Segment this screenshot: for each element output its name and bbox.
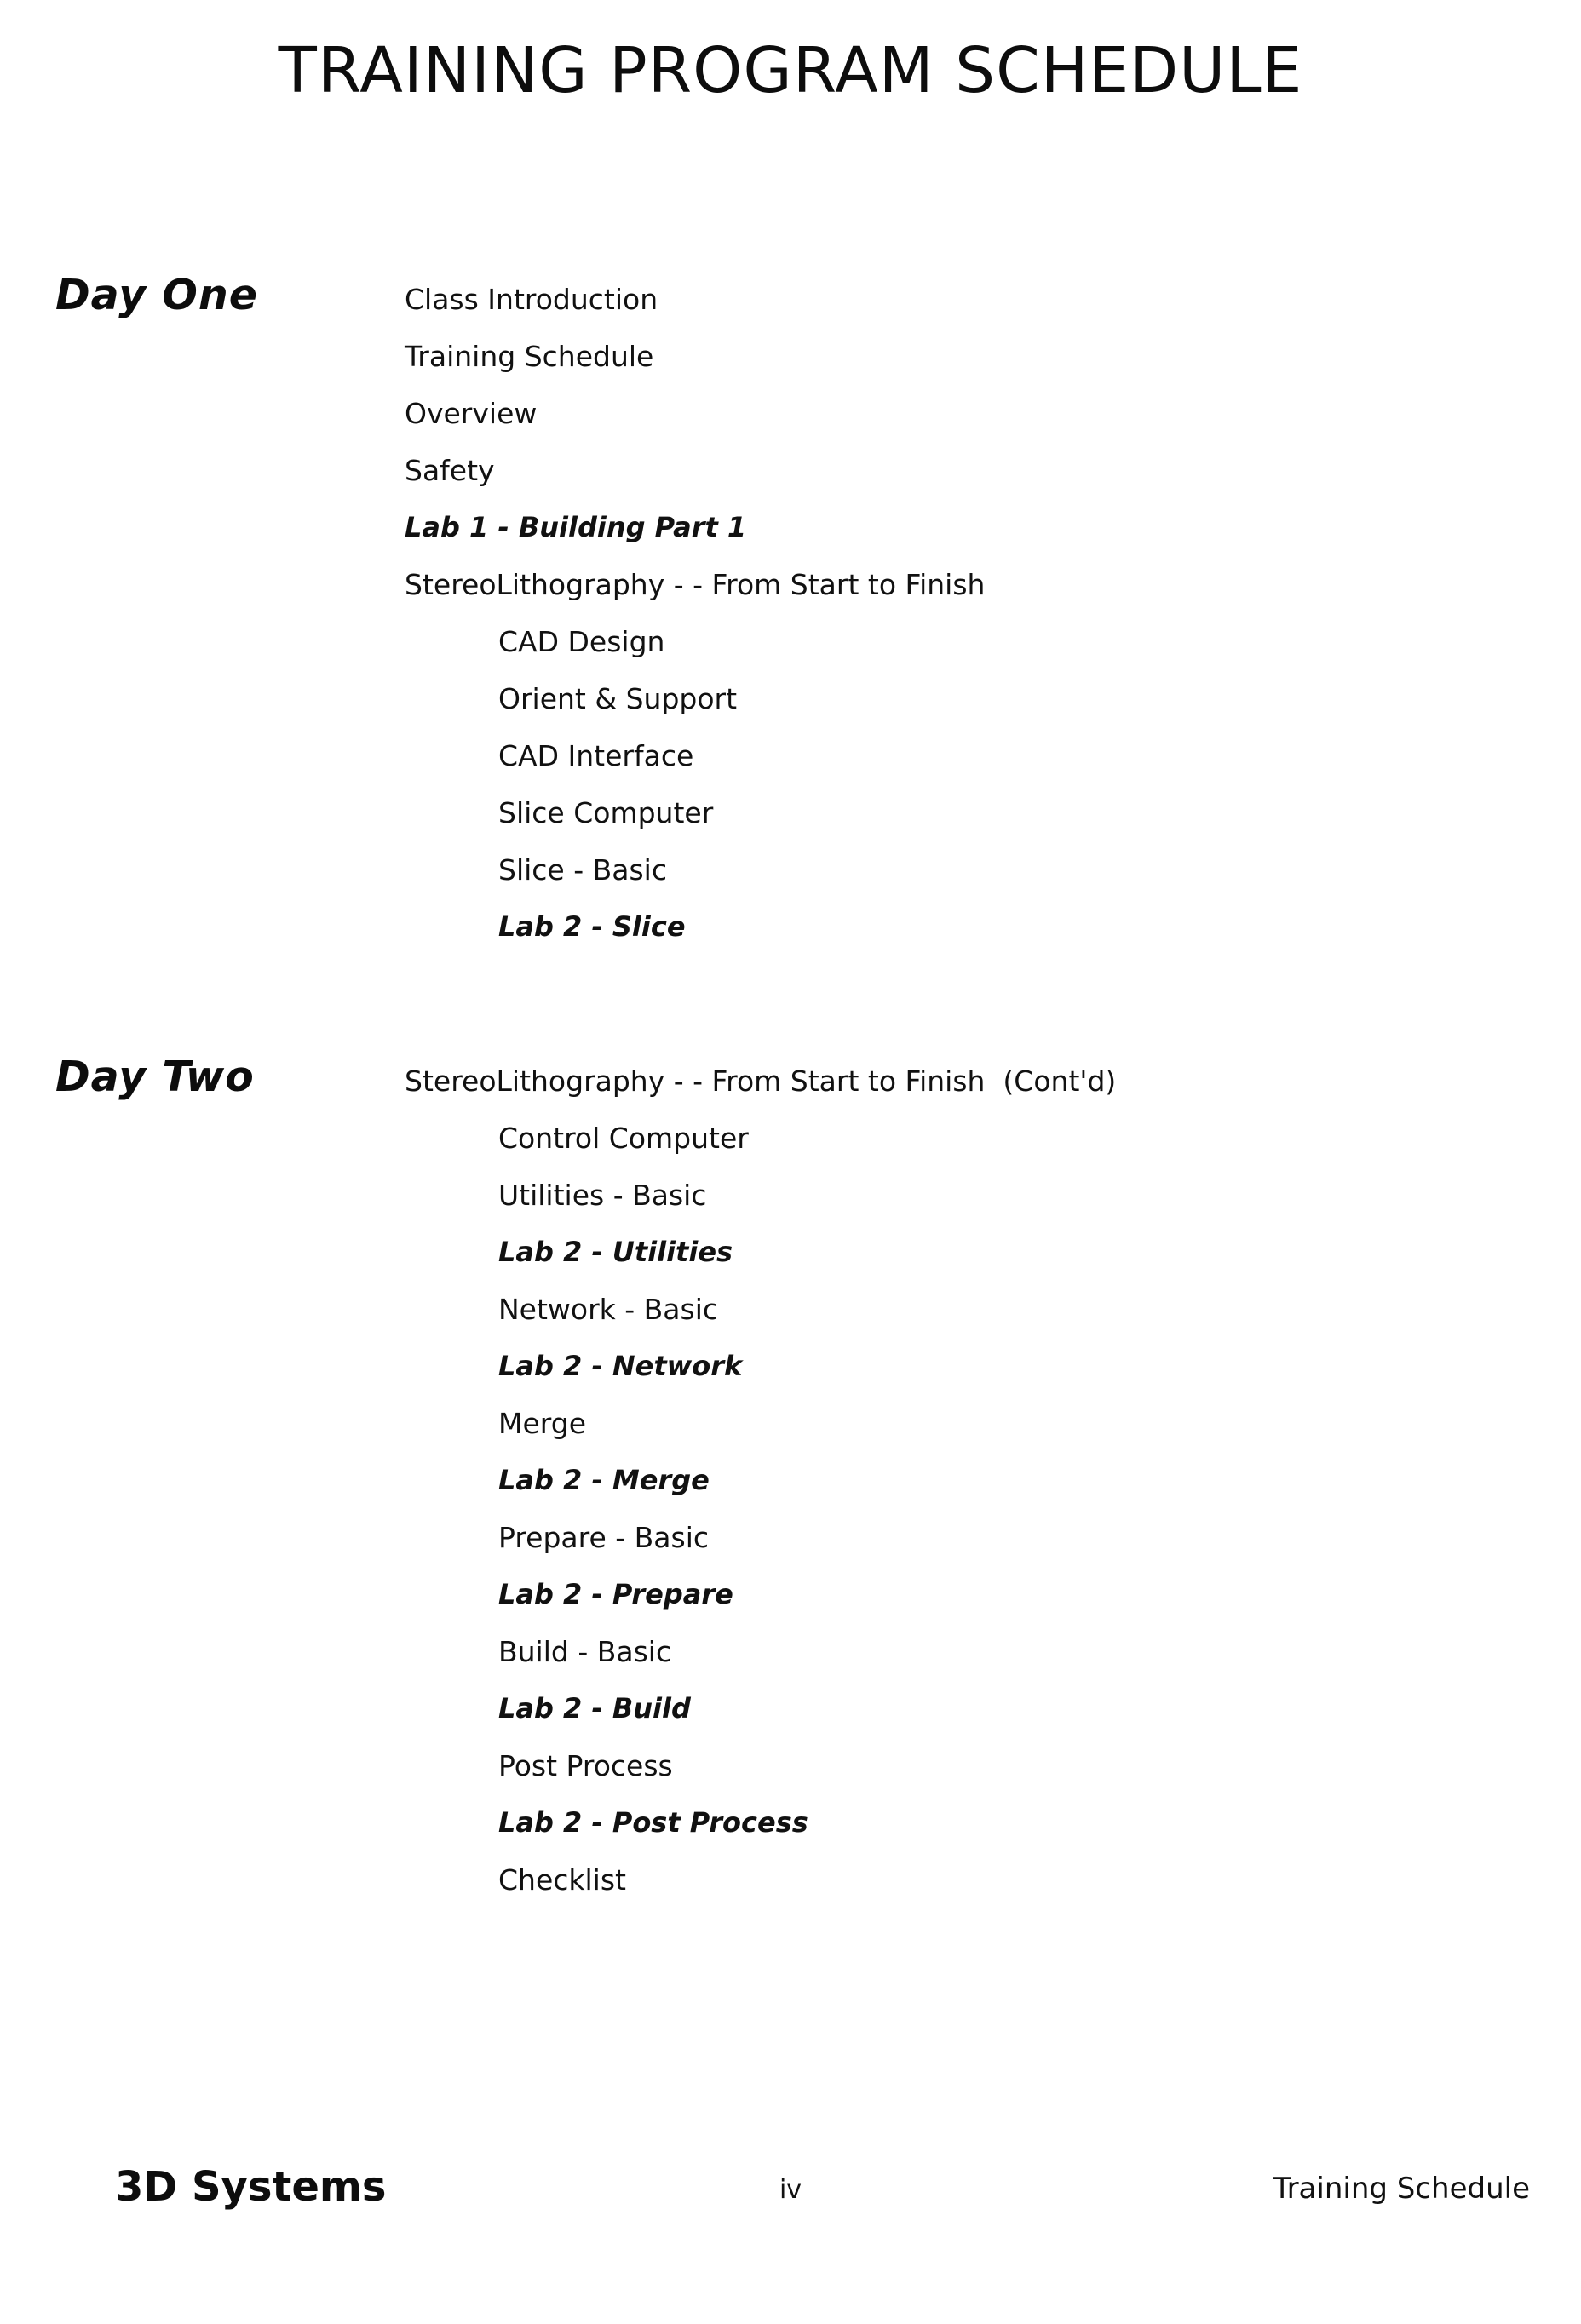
footer-section-name: Training Schedule bbox=[1273, 2172, 1530, 2206]
topic-list bbox=[405, 271, 1538, 955]
topic-item: Orient & Support bbox=[498, 682, 738, 715]
day-label: Day One bbox=[55, 271, 259, 319]
topic-item: Utilities - Basic bbox=[498, 1179, 707, 1212]
lab-item: Lab 2 - Build bbox=[498, 1692, 691, 1724]
footer-page-number: iv bbox=[779, 2175, 802, 2205]
topic-item: Control Computer bbox=[498, 1122, 749, 1155]
topic-item: Build - Basic bbox=[498, 1635, 672, 1668]
day-label: Day Two bbox=[55, 1053, 255, 1101]
topic-item: Class Introduction bbox=[405, 283, 658, 316]
topic-item: CAD Design bbox=[498, 625, 665, 658]
topic-item: Merge bbox=[498, 1407, 587, 1440]
footer-company-name: 3D Systems bbox=[115, 2163, 387, 2211]
lab-item: Lab 2 - Utilities bbox=[498, 1236, 733, 1268]
topic-item: StereoLithography - - From Start to Finish bbox=[405, 568, 986, 601]
topic-item: StereoLithography - - From Start to Finish (Cont'd) bbox=[405, 1064, 1117, 1098]
topic-item: Prepare - Basic bbox=[498, 1521, 710, 1554]
lab-item: Lab 1 - Building Part 1 bbox=[405, 511, 747, 543]
lab-item: Lab 2 - Merge bbox=[498, 1464, 710, 1496]
topic-item: Post Process bbox=[498, 1749, 673, 1782]
topic-item: Checklist bbox=[498, 1863, 626, 1896]
topic-item: Overview bbox=[405, 397, 538, 430]
page-footer bbox=[0, 2163, 1581, 2231]
page-title: TRAINING PROGRAM SCHEDULE bbox=[278, 34, 1303, 107]
topic-item: Training Schedule bbox=[405, 340, 654, 373]
topic-item: Safety bbox=[405, 454, 495, 487]
topic-list bbox=[405, 1053, 1538, 1908]
topic-item: Slice - Basic bbox=[498, 853, 667, 887]
topic-item: Slice Computer bbox=[498, 796, 714, 829]
lab-item: Lab 2 - Slice bbox=[498, 910, 686, 943]
lab-item: Lab 2 - Prepare bbox=[498, 1578, 733, 1610]
lab-item: Lab 2 - Post Process bbox=[498, 1806, 808, 1839]
lab-item: Lab 2 - Network bbox=[498, 1350, 743, 1382]
topic-item: CAD Interface bbox=[498, 739, 694, 772]
topic-item: Network - Basic bbox=[498, 1293, 719, 1326]
